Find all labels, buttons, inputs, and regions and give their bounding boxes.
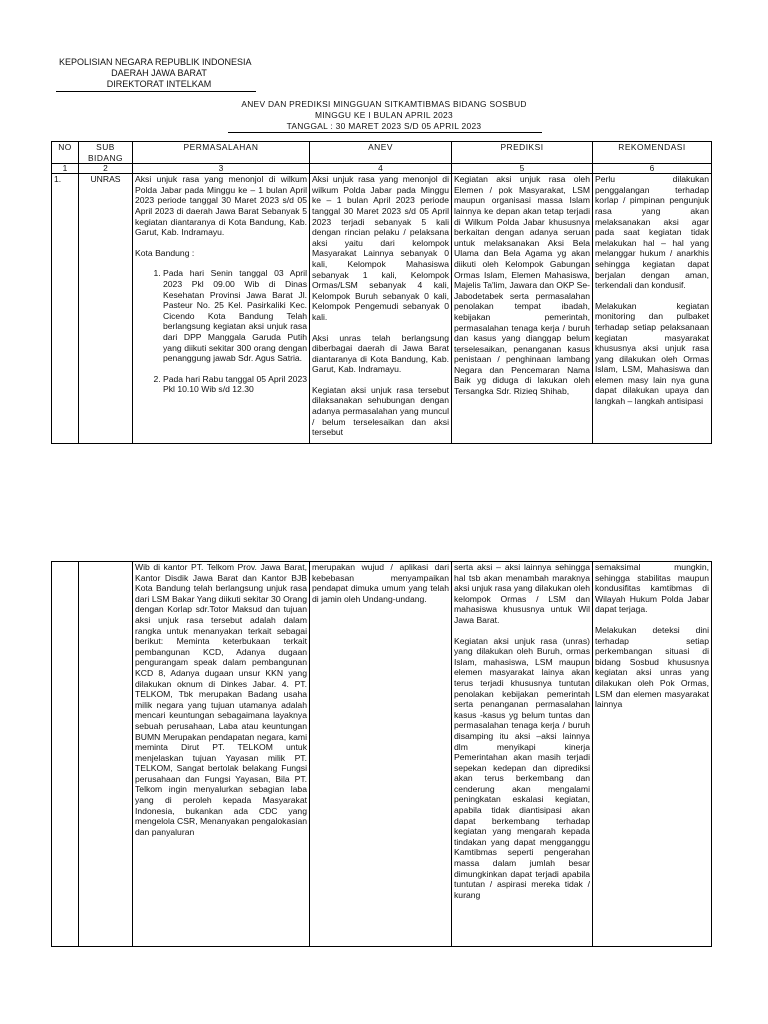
permasalahan-continued: Wib di kantor PT. Telkom Prov. Jawa Barat, Kantor Disdik Jawa Barat dan Kantor BJB Kota Bandung telah berlangsung unjuk rasa dari LSM Bakar Yang diikuti sekitar 30 Orang dengan Korlap sdr.Totor Maksud dan tujuan aksi unjuk rasa tersebut adalah dalam rangka untuk menanyakan terkait sebagai berikut: Meminta keterbukaan terkait pembangunan KCD, Adanya dugaan pengurangam speak dalam pembangunan KCD 8, Adanya dugaan unsur KKN yang dilakukan oknum di Dinkes Jabar. 4. PT. TELKOM, Tbk merupakan Badang usaha milik negara yang tujuan utamanya adalah mencari keuntungan sebagaimana layaknya sebuah perusahaan, Laba atau keuntungan BUMN Merupakan pendapatan negara, kami meminta Dirut PT. TELKOM untuk menjelaskan tujuan Yayasan milik PT. TELKOM, Sangat bertolak belakang Fungsi perusahaan dan Fungsi Yayasan, Bila PT. Telkom ingin menyalurkan sebagian laba yang di peroleh kepada Masyarakat Indonesia, bukankan ada CDC yang mengelola CSR, Menanyakan pengalokasian dan panyaluran — [135, 562, 307, 837]
list-item: 1. Pada hari Senin tanggal 03 April 2023 Pkl 09.00 Wib di Dinas Kesehatan Provinsi Jawa Barat Jl. Pasteur No. 25 Kel. Pasirkaliki Kec. Cicendo Kota Bandung Telah berlangsung kegiatan aksi unjuk rasa dari DPP Manggala Garuda Putih yang diikuti sekitar 300 orang dengan penanggung jawab Sdr. Agus Satria. — [163, 268, 307, 363]
rekomendasi-cell — [593, 562, 712, 947]
document-subtitle: MINGGU KE I BULAN APRIL 2023 — [315, 110, 453, 120]
table-header-row — [52, 142, 712, 164]
permasalahan-location: Kota Bandung : — [135, 247, 195, 258]
document-date-range: TANGGAL : 30 MARET 2023 S/D 05 APRIL 2023 — [286, 121, 482, 131]
col-number: 4 — [310, 164, 452, 174]
anev-cell — [310, 174, 452, 444]
prediksi-paragraph: Kegiatan aksi unjuk rasa (unras) yang dilakukan oleh Buruh, ormas Islam, mahasiswa, LSM maupun elemen masyarakat lainya akan terus terjadi khususnya tuntutan penolakan kebijakan pemerintah serta penanganan permasalahan kasus -kasus yg belum tuntas dan permasalahan tenaga kerja / buruh disamping itu aksi –aksi lainnya dlm menyikapi kinerja Pemerintahan akan masih terjadi sepekan kedepan dan diprediksi akan terus berkembang dan cenderung akan mengalami peningkatan eskalasi kegiatan, apabila tidak diantisipasi akan dapat berkembang terhadap kegiatan yang mengarah kepada tindakan yang dapat mengganggu Kamtibmas seperti pengerahan massa dalam jumlah besar dimungkinkan dapat terjadi apabila tuntutan / aspirasi mereka tidak / kurang — [454, 635, 590, 900]
col-number: 5 — [452, 164, 593, 174]
prediksi-cell — [452, 174, 593, 444]
report-table-page-1 — [51, 141, 712, 444]
rekomendasi-paragraph: Perlu dilakukan penggalangan terhadap korlap / pimpinan pengunjuk rasa yang akan melaksanakan aksi agar pada saat kegiatan tidak melakukan hal – hal yang melanggar hukum / anarkhis sehingga kegiatan dapat berjalan dengan aman, terkendali dan kondusif. — [595, 174, 709, 291]
permasalahan-intro: Aksi unjuk rasa yang menonjol di wilkum Polda Jabar pada Minggu ke – 1 bulan April 2023 periode tanggal 30 Maret 2023 s/d 05 April 2023 di daerah Jawa Barat Sebanyak 5 kegiatan diantaranya di Kota Bandung, Kab. Garut, Kab. Indramayu. — [135, 174, 307, 238]
permasalahan-cell — [133, 174, 310, 444]
document-title: ANEV DAN PREDIKSI MINGGUAN SITKAMTIBMAS BIDANG SOSBUD — [241, 99, 527, 109]
col-number: 3 — [133, 164, 310, 174]
anev-paragraph: Aksi unjuk rasa yang menonjol di wilkum Polda Jabar pada Minggu ke – 1 bulan April 2023 periode tanggal 30 Maret 2023 s/d 05 April 2023 terjadi sebanyak 5 kali dengan rincian pelaku / pelaksana aksi yaitu dari kelompok Masyarakat Lainnya sebanyak 0 kali, Kelompok Mahasiswa sebanyak 1 kali, Kelompok Ormas/LSM sebanyak 4 kali, Kelompok Buruh sebanyak 0 kali, Kelompok Pengemudi sebanyak 0 kali. — [312, 174, 449, 322]
anev-paragraph: Aksi unras telah berlangsung diberbagai daerah di Jawa Barat diantaranya di Kota Bandung, Kab. Garut, Kab. Indramayu. — [312, 332, 449, 375]
rekomendasi-paragraph: Melakukan deteksi dini terhadap setiap perkembangan situasi di bidang Sosbud khususnya kegiatan aksi unras yang dilakukan oleh Pok Ormas, LSM dan elemen masyarakat lainnya — [595, 624, 709, 710]
prediksi-cell — [452, 562, 593, 947]
prediksi-paragraph: Kegiatan aksi unjuk rasa oleh Elemen / pok Masyarakat, LSM maupun organisasi massa Islam lainnya ke depan akan tetap terjadi di Wilkum Polda Jabar khususnya berkaitan dengan adanya seruan untuk melaksanakan Aksi Bela Ulama dan Bela Agama yg akan diikuti oleh Kelompok Gabungan Ormas Islam, Elemen Mahasiswa, Majelis Ta'lim, Jawara dan OKP Se-Jabodetabek serta permasalahan penolakan tempat ibadah, kebijakan pemerintah, permasalahan tenaga kerja / buruh dan kasus yang dianggap belum terselesaikan, penanganan kasus penistaan / penghinaan lambang Negara dan Pencemaran Nama Baik yg diduga di lakukan oleh Tersangka Sdr. Rizieq Shihab, — [454, 174, 591, 397]
column-number-row — [52, 164, 712, 174]
row-number-empty — [52, 562, 79, 947]
letterhead-line-2: DAERAH JAWA BARAT — [111, 68, 207, 78]
rekomendasi-paragraph: semaksimal mungkin, sehingga stabilitas maupun kondusifitas kamtibmas di Wilayah Hukum Polda Jabar dapat terjaga. — [595, 562, 709, 615]
title-underline — [228, 132, 542, 133]
table-row — [52, 174, 712, 444]
list-item: 2. Pada hari Rabu tanggal 05 April 2023 Pkl 10.10 Wib s/d 12.30 — [163, 374, 307, 395]
rekomendasi-cell — [593, 174, 712, 444]
col-header-permasalahan: PERMASALAHAN — [133, 142, 310, 164]
col-number: 1 — [52, 164, 79, 174]
col-header-rekomendasi: REKOMENDASI — [593, 142, 712, 164]
rekomendasi-paragraph: Melakukan kegiatan monitoring dan pulbaket terhadap setiap pelaksanaan kegiatan masyarakat khususnya aksi unjuk rasa yang dilakukan oleh Ormas Islam, LSM, Mahasiswa dan elemen masy lain nya guna dapat dilakukan upaya dan langkah – langkah antisipasi — [595, 300, 709, 407]
permasalahan-cell — [133, 562, 310, 947]
row-number: 1. — [52, 174, 79, 444]
col-header-sub-bidang: SUB BIDANG — [79, 142, 133, 164]
col-number: 6 — [593, 164, 712, 174]
col-number: 2 — [79, 164, 133, 174]
col-header-no: NO — [52, 142, 79, 164]
letterhead — [59, 57, 259, 90]
permasalahan-list — [135, 268, 307, 395]
sub-bidang-cell: UNRAS — [79, 174, 133, 444]
col-header-anev: ANEV — [310, 142, 452, 164]
table-row — [52, 562, 712, 947]
prediksi-paragraph: serta aksi – aksi lainnya sehingga hal tsb akan menambah maraknya aksi unjuk rasa yang dilakukan oleh kelompok Ormas / LSM dan mahasiswa khususnya untuk Wil Jawa Barat. — [454, 562, 590, 625]
anev-continued: merupakan wujud / aplikasi dari kebebasan menyampaikan pendapat dimuka umum yang telah di jamin oleh Undang-undang. — [312, 562, 449, 604]
anev-cell — [310, 562, 452, 947]
report-table-page-2 — [51, 561, 712, 947]
sub-bidang-empty — [79, 562, 133, 947]
letterhead-underline — [56, 91, 256, 92]
letterhead-line-1: KEPOLISIAN NEGARA REPUBLIK INDONESIA — [59, 57, 252, 67]
letterhead-line-3: DIREKTORAT INTELKAM — [106, 79, 212, 89]
col-header-prediksi: PREDIKSI — [452, 142, 593, 164]
anev-paragraph: Kegiatan aksi unjuk rasa tersebut dilaksanakan sehubungan dengan adanya permasalahan yang muncul / belum terselesaikan dan aksi tersebut — [312, 384, 449, 438]
